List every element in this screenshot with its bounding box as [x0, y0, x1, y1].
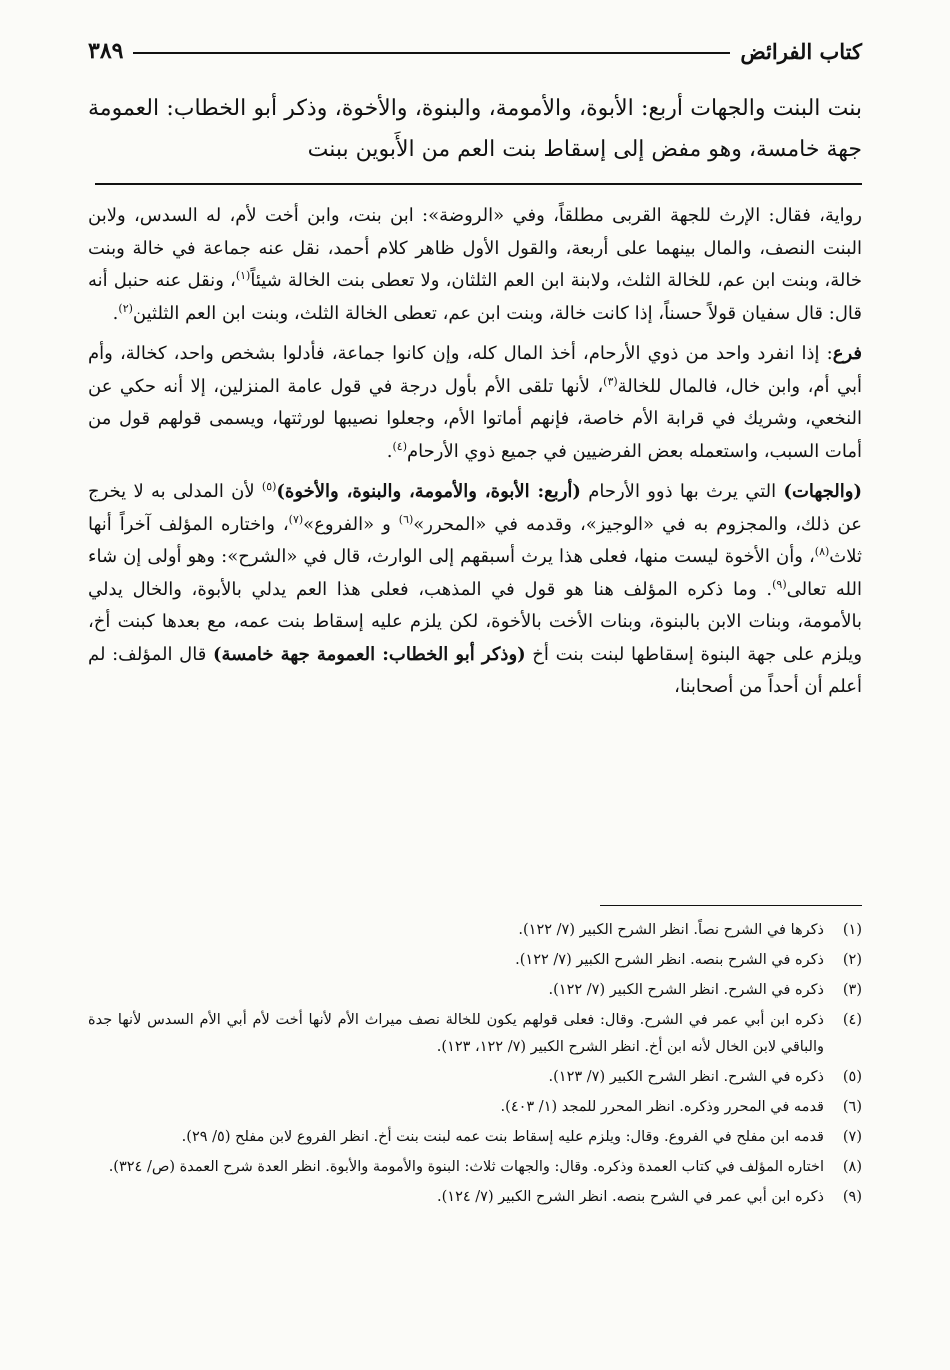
footnote — [88, 1124, 862, 1151]
footnote-number: (٤) — [842, 1012, 862, 1028]
main-text-body: بنت البنت والجهات أربع: الأبوة، والأمومة، والبنوة، والأخوة، وذكر أبو الخطاب: العمومة جهة خامسة، وهو مفض إلى إسقاط بنت العم من الأَبوين ببنت — [88, 96, 862, 162]
footnote-number: (٨) — [842, 1159, 862, 1175]
commentary-paragraph-1 — [88, 200, 862, 330]
paragraph-text: رواية، فقال: الإرث للجهة القربى مطلقاً، وفي «الروضة»: ابن بنت، وابن أخت لأم، له السدس، ولابن البنت النصف، والمال بينهما على أربعة، والقول الأول ظاهر كلام أحمد، نقل عنه جماعة في خالة وبنت خالة، وبنت ابن عم، للخالة الثلث، ولابنة ابن العم الثلثان، ولا تعطى بنت الخالة شيئاً — [88, 205, 862, 291]
footnote-ref: (٩) — [772, 577, 787, 591]
commentary — [88, 200, 862, 712]
paragraph-text: . — [112, 302, 119, 324]
footnotes — [88, 917, 862, 1214]
footnote-text: قدمه ابن مفلح في الفروع. وقال: ويلزم عليه إسقاط بنت عمه لبنت بنت أخ. انظر الفروع لابن مفلح (٥/ ٢٩). — [181, 1129, 824, 1145]
footnote-number: (٦) — [842, 1099, 862, 1115]
footnote-ref: (٤) — [392, 439, 407, 453]
footnote-text: ذكره في الشرح. انظر الشرح الكبير (٧/ ١٢٢). — [548, 982, 824, 998]
paragraph-text: التي يرث بها ذوو الأرحام — [580, 481, 784, 502]
footnote — [88, 1064, 862, 1091]
main-text — [88, 88, 862, 170]
paragraph-text: : إذا انفرد واحد من ذوي الأرحام، أخذ المال كله، وإن كانوا جماعة، فأدلوا بشخص واحد، كخالة، وأم أبي أم، وابن خال، فالمال للخالة — [88, 343, 862, 397]
paragraph-lead: (والجهات) — [783, 481, 862, 502]
header-rule — [133, 52, 730, 54]
running-header — [88, 33, 862, 69]
footnote-number: (٥) — [842, 1069, 862, 1085]
footnote-text: ذكره في الشرح بنصه. انظر الشرح الكبير (٧/ ١٢٢). — [515, 952, 824, 968]
footnote-number: (٩) — [842, 1189, 862, 1205]
paragraph-lead: فرع — [832, 343, 862, 364]
footnote-text: اختاره المؤلف في كتاب العمدة وذكره. وقال: والجهات ثلاث: البنوة والأمومة والأبوة. انظر العدة شرح العمدة (ص/ ٣٢٤). — [108, 1159, 824, 1175]
footnote-ref: (٧) — [288, 512, 304, 526]
paragraph-text: و «الفروع» — [303, 513, 399, 535]
footnote — [88, 1184, 862, 1211]
footnote-text: ذكره ابن أبي عمر في الشرح. وقال: فعلى قولهم يكون للخالة نصف ميراث الأم لأنها أخت لأم أبي الأم السدس لأنها جدة والباقي لابن الخال لأنه ابن أخ. انظر الشرح الكبير (٧/ ١٢٢، ١٢٣). — [88, 1012, 824, 1055]
paragraph-text: ، ونقل عنه حنبل أنه قال: قال سفيان قولاً حسناً، إذا كانت خالة، وبنت ابن عم، تعطى الخالة الثلث، وبنت ابن العم الثلثين — [88, 270, 862, 324]
footnote — [88, 977, 862, 1004]
footnote — [88, 947, 862, 974]
page-number: ٣٨٩ — [88, 38, 124, 64]
main-text-separator — [95, 183, 862, 185]
footnote — [88, 1094, 862, 1121]
footnote-text: قدمه في المحرر وذكره. انظر المحرر للمجد (١/ ٤٠٣). — [500, 1099, 824, 1115]
footnote-text: ذكره في الشرح. انظر الشرح الكبير (٧/ ١٢٣). — [548, 1069, 824, 1085]
paragraph-text: لأن المدلى به لا يخرج عن ذلك، والمجزوم به في «الوجيز»، وقدمه في «المحرر» — [88, 481, 862, 535]
chapter-title: كتاب الفرائض — [740, 38, 862, 64]
footnote-ref: (١) — [235, 269, 251, 282]
footnote-ref: (٨) — [814, 545, 830, 558]
quoted-matn: (وذكر أبو الخطاب: العمومة جهة خامسة) — [212, 643, 526, 665]
footnote-number: (٢) — [842, 952, 862, 968]
footnote-text: ذكره ابن أبي عمر في الشرح بنصه. انظر الشرح الكبير (٧/ ١٢٤). — [437, 1189, 824, 1205]
quoted-matn: (أربع: الأبوة، والأمومة، والبنوة، والأخوة) — [276, 481, 581, 502]
footnote-text: ذكرها في الشرح نصاً. انظر الشرح الكبير (٧/ ١٢٢). — [518, 922, 824, 938]
footnote-ref: (٢) — [118, 301, 133, 315]
footnote-number: (٣) — [842, 982, 862, 998]
footnote-ref: (٣) — [603, 374, 618, 388]
paragraph-text: ، وأن الأخوة ليست منها، فعلى هذا يرث أسبقهم إلى الوارث، قال في «الشرح»: وهو أولى إن شاء الله تعالى — [88, 546, 863, 600]
footnote-separator — [600, 905, 862, 906]
footnote-number: (١) — [842, 922, 862, 938]
commentary-paragraph-2 — [88, 338, 862, 468]
footnote — [88, 917, 862, 944]
paragraph-text: قال المؤلف: لم أعلم أن أحداً من أصحابنا، — [88, 643, 862, 697]
paragraph-text: . — [386, 440, 393, 462]
footnote-number: (٧) — [842, 1129, 862, 1145]
footnote-ref: (٥) — [261, 480, 277, 493]
paragraph-text: . وما ذكره المؤلف هنا هو قول في المذهب، فعلى هذا العم يدلي بالأبوة، والخال يدلي بالأمومة، وبنات الابن بالبنوة، وبنات الأخت بالأخوة، لكن يلزم عليه إسقاط بنت عمه، مع بعدها كبنت أخ، ويلزم على جهة البنوة إسقاطها لبنت بنت أخ — [88, 578, 863, 665]
footnote — [88, 1007, 862, 1061]
paragraph-text: ، واختاره المؤلف آخراً أنها ثلاث — [88, 513, 862, 567]
footnote — [88, 1154, 862, 1181]
paragraph-text: ، لأنها تلقى الأم بأول درجة في قول عامة المنزلين، إلا أنه حكي عن النخعي، وشريك في قرابة الأم خاصة، فإنهم أماتوا الأم، وجعلوا نصيبها لورثتها، ويسمى قولهم قول من أمات السبب، واستعمله بعض الفرضيين في جميع ذوي الأرحام — [88, 375, 862, 462]
footnote-ref: (٦) — [398, 512, 414, 526]
commentary-paragraph-3 — [88, 476, 862, 704]
